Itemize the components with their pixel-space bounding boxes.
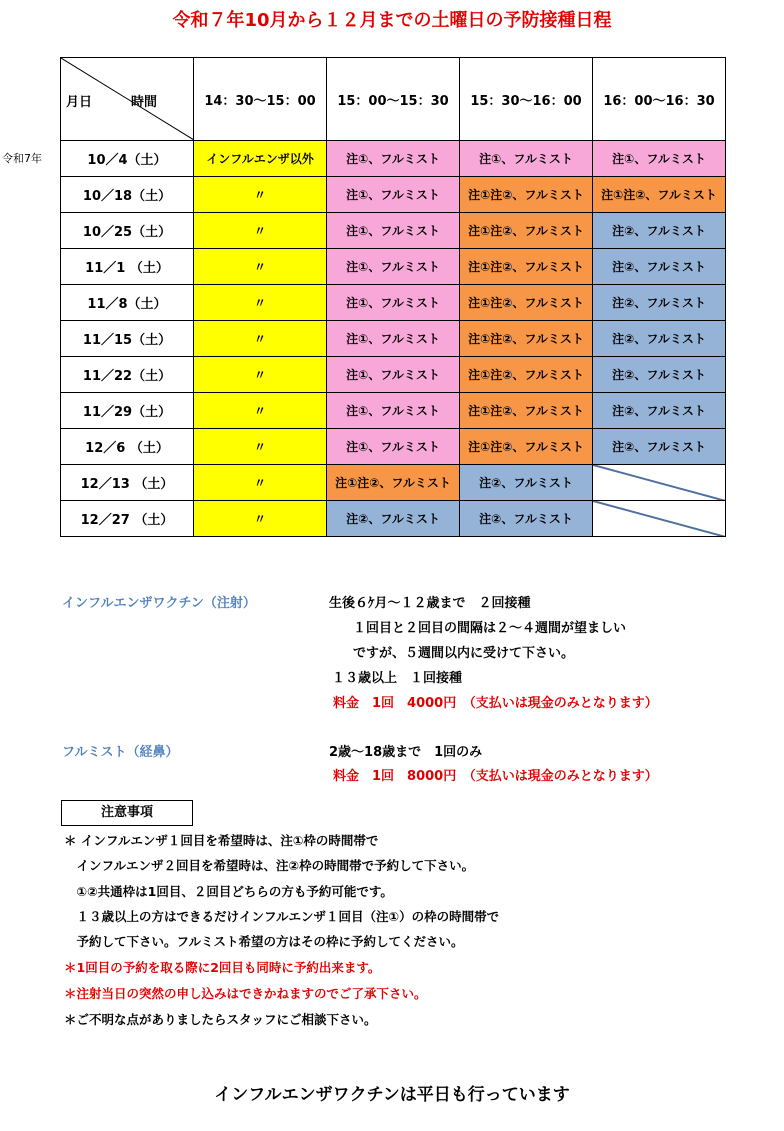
slot-cell: 注①注②、フルミスト xyxy=(460,249,593,285)
date-cell: 10／18（土） xyxy=(61,177,194,213)
slot-cell: 注①、フルミスト xyxy=(460,141,593,177)
slot-cell: 注①注②、フルミスト xyxy=(460,357,593,393)
slot-cell: 注①注②、フルミスト xyxy=(460,321,593,357)
flumist-label: フルミスト（経鼻） xyxy=(62,745,179,760)
slot-cell: 注②、フルミスト xyxy=(593,249,726,285)
slot-cell: 〃 xyxy=(194,465,327,501)
slot-cell: 注①注②、フルミスト xyxy=(460,393,593,429)
unavailable-slot-cell xyxy=(593,465,726,501)
flumist-line: 2歳〜18歳まで 1回のみ xyxy=(329,745,483,760)
table-row xyxy=(61,177,726,213)
time-header: 16：00〜16：30 xyxy=(593,58,726,141)
table-row xyxy=(61,249,726,285)
slot-cell: 注②、フルミスト xyxy=(593,393,726,429)
slot-cell: 〃 xyxy=(194,501,327,537)
slot-cell: 〃 xyxy=(194,393,327,429)
unavailable-slash-line xyxy=(593,465,726,501)
corner-header-cell xyxy=(61,58,194,141)
slot-cell: 注①、フルミスト xyxy=(327,249,460,285)
slot-cell: 注②、フルミスト xyxy=(593,321,726,357)
unavailable-slot-cell xyxy=(593,501,726,537)
slot-cell: 注①注②、フルミスト xyxy=(327,465,460,501)
note-red-line: ＊1回目の予約を取る際に2回目も同時に予約出来ます。 xyxy=(64,960,381,975)
table-row xyxy=(61,213,726,249)
slot-cell: 注②、フルミスト xyxy=(593,357,726,393)
date-cell: 11／15（土） xyxy=(61,321,194,357)
note-line: ＊ インフルエンザ１回目を希望時は、注①枠の時間帯で xyxy=(64,833,379,848)
slot-cell: 注②、フルミスト xyxy=(593,213,726,249)
slot-cell: 〃 xyxy=(194,357,327,393)
table-row xyxy=(61,357,726,393)
table-row xyxy=(61,393,726,429)
injection-line: 生後６ｹ月〜１２歳まで ２回接種 xyxy=(329,596,531,611)
table-row xyxy=(61,429,726,465)
note-line: ＊ご不明な点がありましたらスタッフにご相談下さい。 xyxy=(64,1012,377,1027)
note-line: １３歳以上の方はできるだけインフルエンザ１回目（注①）の枠の時間帯で xyxy=(64,909,500,924)
slot-cell: 注①、フルミスト xyxy=(327,213,460,249)
date-cell: 11／29（土） xyxy=(61,393,194,429)
note-line: 予約して下さい。フルミスト希望の方はその枠に予約してください。 xyxy=(64,934,464,949)
date-cell: 11／8（土） xyxy=(61,285,194,321)
table-row xyxy=(61,321,726,357)
injection-fee: 料金 1回 4000円 （支払いは現金のみとなります） xyxy=(333,696,658,711)
slot-cell: 注①、フルミスト xyxy=(327,429,460,465)
slot-cell: 注②、フルミスト xyxy=(460,501,593,537)
slot-cell: 注②、フルミスト xyxy=(593,285,726,321)
injection-line: １回目と２回目の間隔は２〜４週間が望ましい xyxy=(340,621,627,636)
table-header-row xyxy=(61,58,726,141)
table-row xyxy=(61,501,726,537)
slot-cell: 注①、フルミスト xyxy=(327,285,460,321)
table-row xyxy=(61,285,726,321)
flumist-fee: 料金 1回 8000円 （支払いは現金のみとなります） xyxy=(333,769,658,784)
slot-cell: 注①、フルミスト xyxy=(327,141,460,177)
table-row xyxy=(61,465,726,501)
slot-cell: 注①注②、フルミスト xyxy=(460,177,593,213)
date-cell: 12／6 （土） xyxy=(61,429,194,465)
slot-cell: 注①、フルミスト xyxy=(327,177,460,213)
slot-cell: 注①注②、フルミスト xyxy=(460,429,593,465)
slot-cell: インフルエンザ以外 xyxy=(194,141,327,177)
slot-cell: 注②、フルミスト xyxy=(593,429,726,465)
slot-cell: 注①注②、フルミスト xyxy=(460,285,593,321)
slot-cell: 注①注②、フルミスト xyxy=(460,213,593,249)
note-line: ①②共通枠は1回目、２回目どちらの方も予約可能です。 xyxy=(64,884,393,899)
slot-cell: 〃 xyxy=(194,213,327,249)
date-cell: 10／4（土） xyxy=(61,141,194,177)
slot-cell: 注①、フルミスト xyxy=(327,357,460,393)
slot-cell: 注①、フルミスト xyxy=(327,321,460,357)
date-cell: 12／27 （土） xyxy=(61,501,194,537)
date-column-label: 月日 xyxy=(66,95,93,110)
time-header: 15：30〜16：00 xyxy=(460,58,593,141)
slot-cell: 注①注②、フルミスト xyxy=(593,177,726,213)
injection-line: ですが、５週間以内に受けて下さい。 xyxy=(340,646,575,661)
schedule-table xyxy=(60,57,726,537)
slot-cell: 注①、フルミスト xyxy=(327,393,460,429)
era-label: 令和7年 xyxy=(2,152,42,165)
slot-cell: 注①、フルミスト xyxy=(593,141,726,177)
page-title: 令和７年10月から１２月までの土曜日の予防接種日程 xyxy=(172,10,612,31)
note-line: インフルエンザ２回目を希望時は、注②枠の時間帯で予約して下さい。 xyxy=(64,858,475,873)
notes-header: 注意事項 xyxy=(61,800,193,826)
time-header: 14：30〜15：00 xyxy=(194,58,327,141)
injection-line: １３歳以上 １回接種 xyxy=(332,671,463,686)
time-column-label: 時間 xyxy=(131,95,158,110)
date-cell: 12／13 （土） xyxy=(61,465,194,501)
slot-cell: 注②、フルミスト xyxy=(460,465,593,501)
slot-cell: 〃 xyxy=(194,321,327,357)
date-cell: 11／1 （土） xyxy=(61,249,194,285)
footer-text: インフルエンザワクチンは平日も行っています xyxy=(214,1085,570,1105)
slot-cell: 〃 xyxy=(194,429,327,465)
unavailable-slash-line xyxy=(593,501,726,537)
slot-cell: 〃 xyxy=(194,285,327,321)
note-red-line: ＊注射当日の突然の申し込みはできかねますのでご了承下さい。 xyxy=(64,986,427,1001)
date-cell: 10／25（土） xyxy=(61,213,194,249)
time-header: 15：00〜15：30 xyxy=(327,58,460,141)
slot-cell: 〃 xyxy=(194,249,327,285)
table-row xyxy=(61,141,726,177)
date-cell: 11／22（土） xyxy=(61,357,194,393)
slot-cell: 注②、フルミスト xyxy=(327,501,460,537)
injection-label: インフルエンザワクチン（注射） xyxy=(62,596,256,611)
slot-cell: 〃 xyxy=(194,177,327,213)
